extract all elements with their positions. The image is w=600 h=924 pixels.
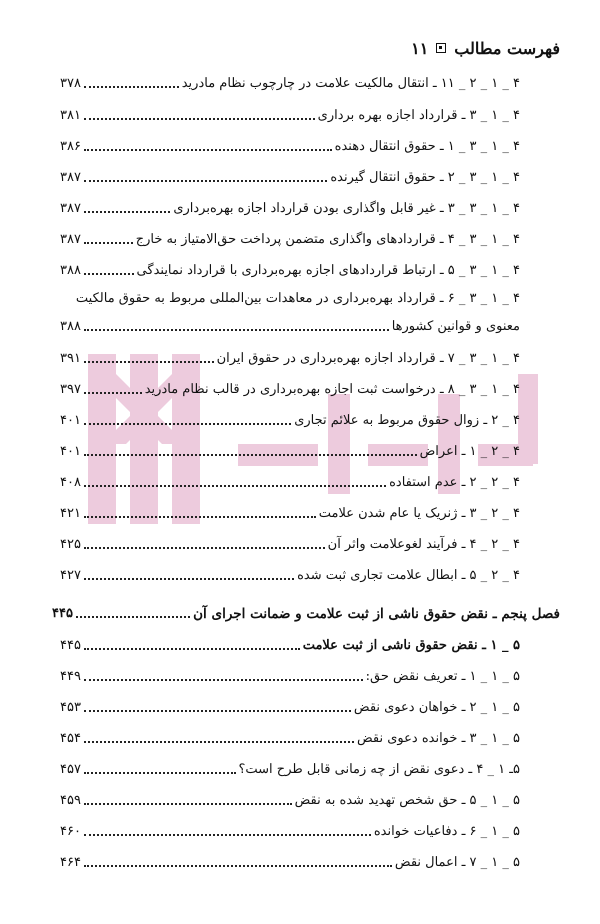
page-number: ۳۸۷ (60, 232, 81, 247)
toc-entry[interactable]: ۴ _ ۱ _ ۳ _ ۳ ـ غیر قابل واگذاری بودن قرارداد اجازه بهره‌برداری ۳۸۷ (60, 201, 520, 216)
header-page-number: ۱۱ (411, 38, 429, 58)
dot-leader (84, 242, 133, 244)
toc-entry[interactable]: ۴ _ ۱ _ ۳ _ ۸ ـ درخواست ثبت اجازه بهره‌برداری در قالب نظام مادرید ۳۹۷ (60, 382, 520, 397)
page-number: ۴۲۵ (60, 537, 81, 552)
page-number: ۴۴۵ (60, 638, 81, 653)
page-number: ۴۴۹ (60, 669, 81, 684)
toc-entry[interactable]: ۵ـ ۱ _ ۴ ـ دعوی نقض از چه زمانی قابل طرح است؟ ۴۵۷ (60, 762, 520, 777)
toc-entry[interactable]: ۵ _ ۱ _ ۱ ـ تعریف نقض حق: ۴۴۹ (60, 669, 520, 684)
toc-entry[interactable]: ۴ _ ۲ _ ۱ ـ اعراض ۴۰۱ (60, 444, 520, 459)
dot-leader (84, 392, 142, 394)
page-number: ۴۲۱ (60, 506, 81, 521)
toc-entry[interactable]: ۴ _ ۱ _ ۳ _ ۲ ـ حقوق انتقال گیرنده ۳۸۷ (60, 170, 520, 185)
page-number: ۳۸۸ (60, 263, 81, 278)
page-number: ۴۵۳ (60, 700, 81, 715)
toc-entry[interactable]: ۴ _ ۱ _ ۲ _ ۱۱ ـ انتقال مالکیت علامت در چارچوب نظام مادرید ۳۷۸ (60, 76, 520, 91)
toc-entry[interactable]: ۵ _ ۱ _ ۶ ـ دفاعیات خوانده ۴۶۰ (60, 824, 520, 839)
page-number: ۴۵۹ (60, 793, 81, 808)
dot-leader (84, 741, 354, 743)
page-number: ۳۸۶ (60, 139, 81, 154)
page-number: ۳۸۷ (60, 201, 81, 216)
dot-leader (84, 803, 292, 805)
dot-leader (84, 273, 134, 275)
dot-leader (84, 516, 316, 518)
toc-entry[interactable]: ۴ _ ۱ _ ۳ _ ۷ ـ قرارداد اجازه بهره‌برداری در حقوق ایران ۳۹۱ (60, 351, 520, 366)
dot-leader (84, 679, 363, 681)
page-number: ۴۴۵ (52, 606, 73, 621)
dot-leader (84, 710, 351, 712)
dot-leader (84, 86, 179, 88)
dot-leader (84, 180, 327, 182)
toc-entry[interactable]: ۵ _ ۱ _ ۷ ـ اعمال نقض ۴۶۴ (60, 855, 520, 870)
toc-entry[interactable]: ۴ _ ۲ _ ۲ ـ عدم استفاده ۴۰۸ (60, 475, 520, 490)
dot-leader (84, 454, 417, 456)
toc-entry[interactable]: ۴ _ ۲ _ ۵ ـ ابطال علامت تجاری ثبت شده ۴۲۷ (60, 568, 520, 583)
toc-entry[interactable]: ۵ _ ۱ _ ۳ ـ خوانده دعوی نقض ۴۵۴ (60, 731, 520, 746)
toc-entry[interactable]: معنوی و قوانین کشورها ۳۸۸ (60, 319, 520, 334)
dot-leader (84, 648, 300, 650)
dot-leader (84, 772, 236, 774)
page-number: ۴۶۴ (60, 855, 81, 870)
page-number: ۴۵۴ (60, 731, 81, 746)
toc-entry[interactable]: ۴ _ ۲ ـ زوال حقوق مربوط به علائم تجاری ۴۰۱ (60, 413, 520, 428)
page-number: ۴۰۱ (60, 444, 81, 459)
page-number: ۳۹۱ (60, 351, 81, 366)
toc-entry[interactable]: ۴ _ ۱ _ ۳ _ ۵ ـ ارتباط قراردادهای اجازه بهره‌برداری با قرارداد نمایندگی ۳۸۸ (60, 263, 520, 278)
toc-entry[interactable]: ۴ _ ۱ _ ۳ _ ۴ ـ قراردادهای واگذاری متضمن پرداخت حق‌الامتیاز به خارج ۳۸۷ (60, 232, 520, 247)
page-number: ۳۸۷ (60, 170, 81, 185)
dot-leader (84, 361, 214, 363)
toc-entry[interactable]: ۴ _ ۲ _ ۴ ـ فرآیند لغوعلامت واثر آن ۴۲۵ (60, 537, 520, 552)
page-number: ۴۲۷ (60, 568, 81, 583)
dot-leader (84, 211, 170, 213)
dot-leader (84, 118, 315, 120)
toc-entry[interactable]: ۵ _ ۱ _ ۲ ـ خواهان دعوی نقض ۴۵۳ (60, 700, 520, 715)
toc-entry-first-line[interactable]: ۴ _ ۱ _ ۳ _ ۶ ـ قرارداد بهره‌برداری در معاهدات بین‌المللی مربوط به حقوق مالکیت (75, 291, 520, 306)
dot-leader (84, 547, 325, 549)
dot-leader (84, 865, 392, 867)
page-number: ۴۵۷ (60, 762, 81, 777)
toc-entry[interactable]: ۵ _ ۱ _ ۵ ـ حق شخص تهدید شده به نقض ۴۵۹ (60, 793, 520, 808)
dot-leader (76, 616, 190, 618)
page-number: ۴۶۰ (60, 824, 81, 839)
toc-entry[interactable]: ۵ _ ۱ ـ نقض حقوق ناشی از ثبت علامت ۴۴۵ (60, 638, 520, 653)
toc-entry[interactable]: ۴ _ ۲ _ ۳ ـ ژنریک یا عام شدن علامت ۴۲۱ (60, 506, 520, 521)
header-title: فهرست مطالب (454, 38, 560, 58)
toc-entry[interactable]: ۴ _ ۱ _ ۳ _ ۱ ـ حقوق انتقال دهنده ۳۸۶ (60, 139, 520, 154)
page-number: ۳۸۸ (60, 319, 81, 334)
page-number: ۴۰۱ (60, 413, 81, 428)
dot-leader (84, 329, 389, 331)
dot-leader (84, 834, 371, 836)
page-number: ۳۷۸ (60, 76, 81, 91)
page-number: ۳۸۱ (60, 108, 81, 123)
toc-chapter-entry[interactable]: فصل پنجم ـ نقض حقوق ناشی از ثبت علامت و ضمانت اجرای آن ۴۴۵ (52, 606, 560, 622)
page-number: ۳۹۷ (60, 382, 81, 397)
dot-leader (84, 485, 386, 487)
page-number: ۴۰۸ (60, 475, 81, 490)
dot-leader (84, 423, 291, 425)
toc-entry[interactable]: ۴ _ ۱ _ ۳ ـ قرارداد اجازه بهره برداری ۳۸۱ (60, 108, 520, 123)
dot-leader (84, 578, 294, 580)
dot-leader (84, 149, 332, 151)
